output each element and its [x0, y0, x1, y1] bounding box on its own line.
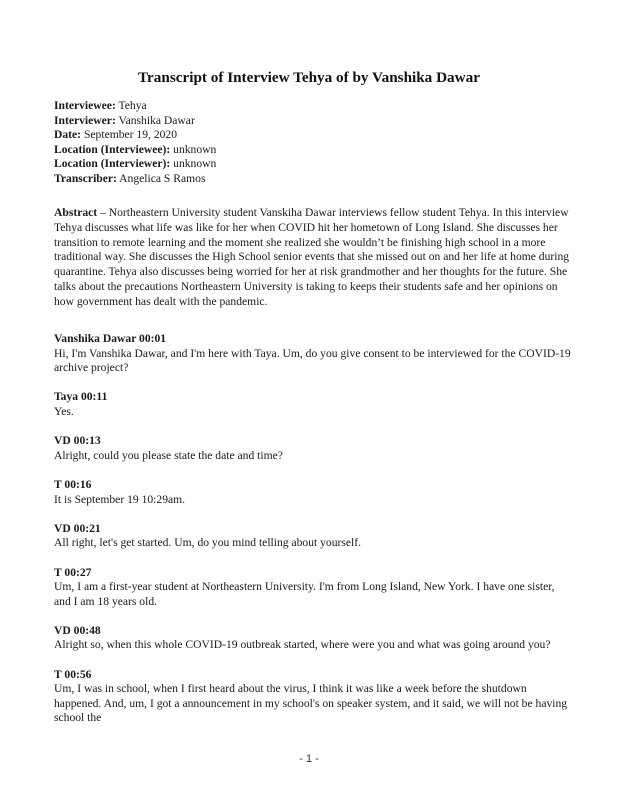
- metadata-date: [54, 128, 574, 143]
- metadata-value: unknown: [173, 142, 217, 156]
- transcript-turn: [54, 624, 574, 653]
- metadata-label: Interviewee:: [54, 99, 116, 112]
- utterance-text: Hi, I'm Vanshika Dawar, and I'm here with Taya. Um, do you give consent to be interviewed for the COVID-19 archive project?: [54, 346, 571, 375]
- transcript-turn: [54, 566, 574, 610]
- utterance-text: Um, I am a first-year student at Northeastern University. I'm from Long Island, New York. I have one sister, and I am 18 years old.: [54, 580, 555, 608]
- transcript-turn: [54, 332, 574, 376]
- speaker-timestamp: T 00:56: [54, 667, 92, 681]
- metadata-label: Transcriber:: [54, 171, 117, 185]
- metadata-location-interviewee: [54, 143, 574, 158]
- speaker-timestamp: T 00:27: [54, 565, 92, 579]
- abstract-label: Abstract: [54, 206, 98, 219]
- speaker-timestamp: T 00:16: [54, 477, 92, 491]
- document-title: Transcript of Interview Tehya of by Vanshika Dawar: [138, 69, 480, 86]
- metadata-value: Vanshika Dawar: [118, 113, 195, 127]
- speaker-timestamp: VD 00:48: [54, 623, 101, 637]
- speaker-timestamp: Vanshika Dawar 00:01: [54, 332, 167, 345]
- metadata-interviewee: [54, 99, 574, 114]
- utterance-text: Alright so, when this whole COVID-19 outbreak started, where were you and what was going around you?: [54, 638, 551, 652]
- utterance-text: All right, let's get started. Um, do you mind telling about yourself.: [54, 536, 362, 550]
- transcript-turn: [54, 522, 574, 551]
- metadata-label: Interviewer:: [54, 113, 116, 127]
- transcript-turn: [54, 668, 574, 726]
- metadata-label: Date:: [54, 128, 82, 141]
- speaker-timestamp: VD 00:13: [54, 434, 101, 448]
- metadata-location-interviewer: [54, 157, 574, 172]
- utterance-text: Yes.: [54, 404, 74, 418]
- metadata-value: unknown: [173, 157, 217, 170]
- metadata-value: Tehya: [118, 99, 147, 112]
- metadata-label: Location (Interviewer):: [54, 157, 171, 170]
- utterance-text: It is September 19 10:29am.: [54, 492, 186, 506]
- speaker-timestamp: VD 00:21: [54, 521, 101, 535]
- metadata-value: September 19, 2020: [83, 128, 178, 141]
- speaker-timestamp: Taya 00:11: [54, 390, 108, 404]
- abstract-text: – Northeastern University student Vanskiha Dawar interviews fellow student Tehya. In this interview Tehya discusses what life was like for her when COVID hit her hometown of Long Island. She discusses her transition to remote learning and the moment she realized she wouldn’t be finishing high school in a more traditional way. She discusses the High School senior events that she missed out on and her life at home during quarantine. Tehya also discusses being worried for her at risk grandmother and her thoughts for the future. She talks about the precautions Northeastern University is taking to keeps their students safe and her opinions on how government has dealt with the pandemic.: [54, 206, 570, 308]
- utterance-text: Um, I was in school, when I first heard about the virus, I think it was like a week before the shutdown happened. And, um, I got a announcement in my school's on speaker system, and it said, we will not be having school the: [54, 682, 568, 725]
- abstract-paragraph: [54, 206, 574, 310]
- metadata-label: Location (Interviewee):: [54, 142, 171, 156]
- interview-metadata: [54, 99, 574, 186]
- page-number: - 1 -: [299, 753, 319, 765]
- transcript-turn: [54, 434, 574, 463]
- transcript-body: [54, 332, 574, 741]
- transcript-turn: [54, 478, 574, 507]
- transcript-turn: [54, 390, 574, 419]
- metadata-transcriber: [54, 172, 574, 187]
- metadata-interviewer: [54, 114, 574, 129]
- metadata-value: Angelica S Ramos: [119, 171, 206, 185]
- utterance-text: Alright, could you please state the date and time?: [54, 448, 283, 462]
